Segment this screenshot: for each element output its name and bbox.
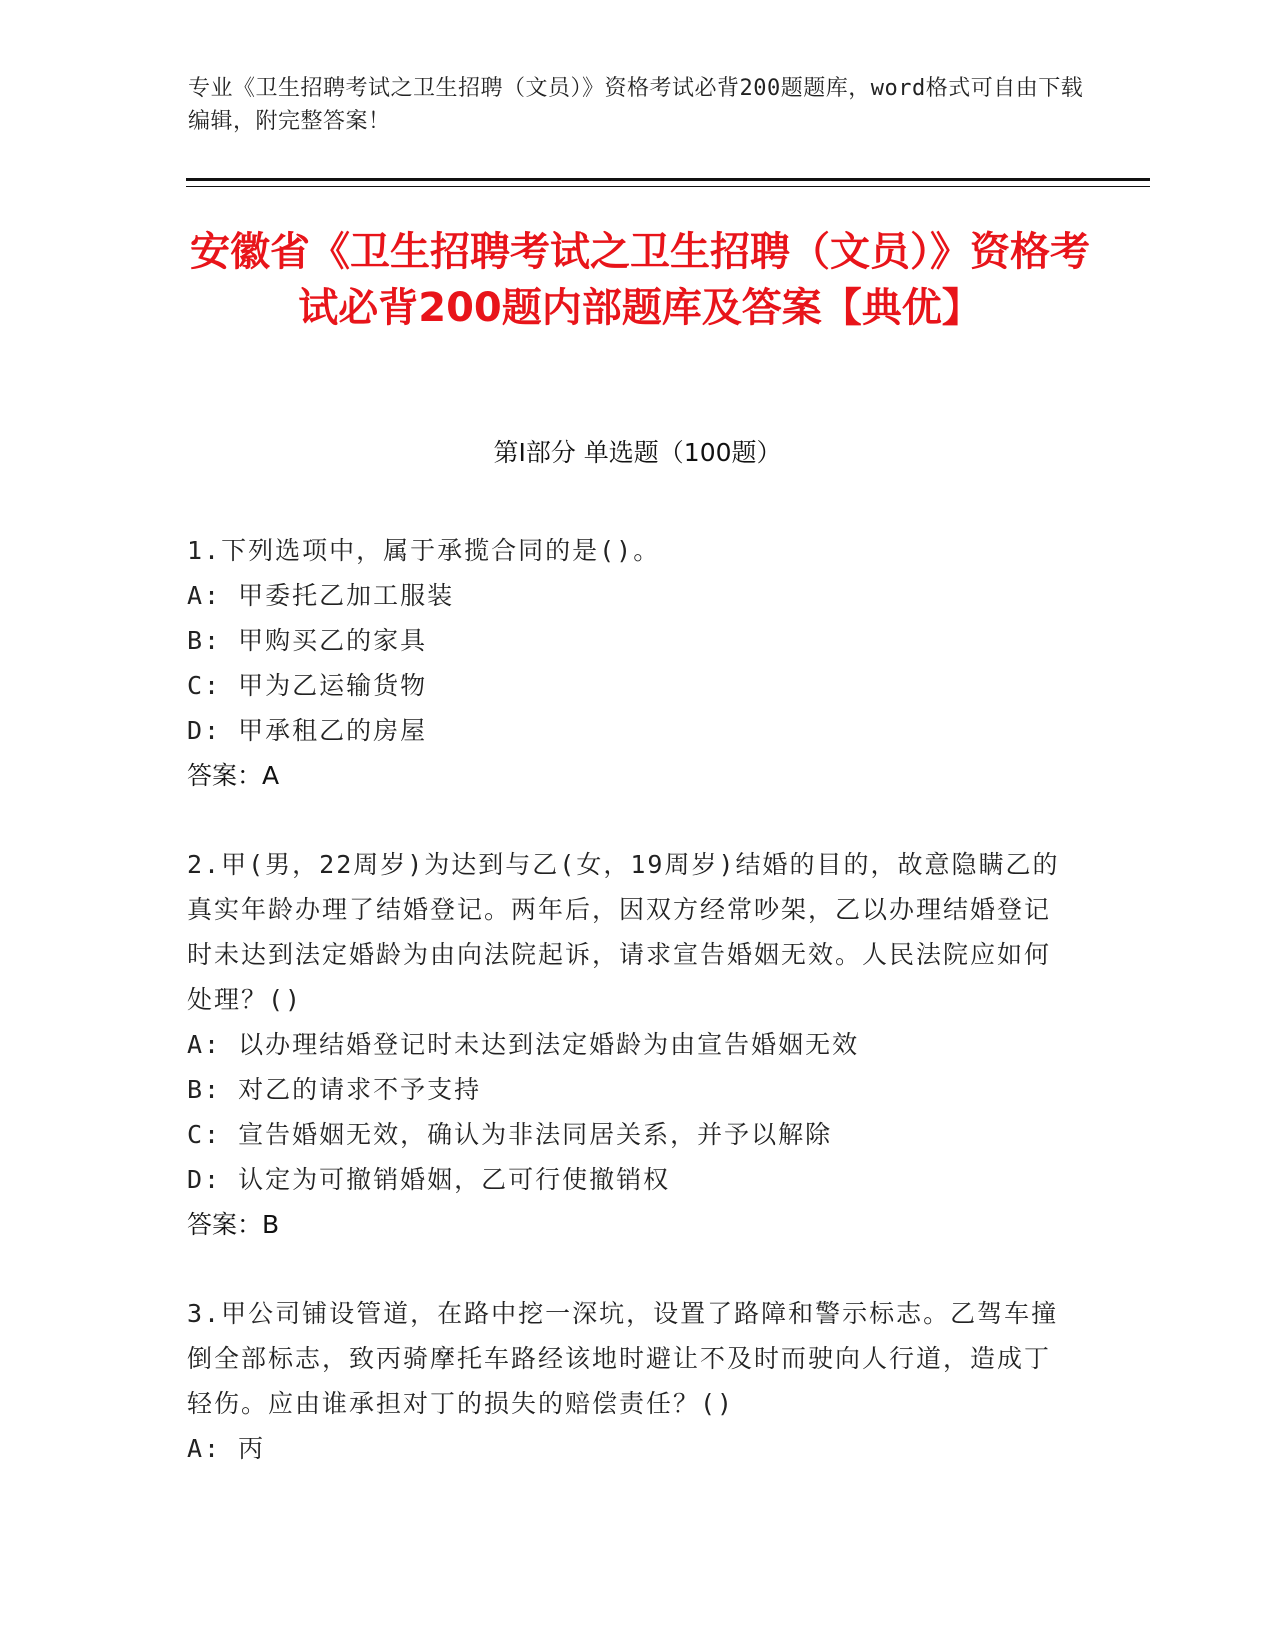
question-1 bbox=[187, 528, 1077, 798]
document-title: 安徽省《卫生招聘考试之卫生招聘（文员）》资格考试必背200题内部题库及答案【典优】 bbox=[190, 229, 1090, 331]
option-a: A: 以办理结婚登记时未达到法定婚龄为由宣告婚姻无效 bbox=[187, 1030, 860, 1059]
answer: 答案：A bbox=[187, 761, 280, 790]
option-c: C: 甲为乙运输货物 bbox=[187, 671, 428, 700]
option-b: B: 甲购买乙的家具 bbox=[187, 626, 428, 655]
question-2 bbox=[187, 842, 1077, 1247]
option-a: A: 丙 bbox=[187, 1434, 266, 1463]
option-d: D: 甲承租乙的房屋 bbox=[187, 716, 428, 745]
question-text: 3.甲公司铺设管道，在路中挖一深坑，设置了路障和警示标志。乙驾车撞倒全部标志，致丙骑摩托车路经该地时避让不及时而驶向人行道，造成丁轻伤。应由谁承担对丁的损失的赔偿责任？() bbox=[187, 1299, 1059, 1418]
answer: 答案：B bbox=[187, 1210, 280, 1239]
question-list bbox=[187, 528, 1077, 1515]
header-rule-thick bbox=[186, 178, 1150, 181]
option-c: C: 宣告婚姻无效，确认为非法同居关系，并予以解除 bbox=[187, 1120, 833, 1149]
header-note: 专业《卫生招聘考试之卫生招聘（文员）》资格考试必背200题题库，word格式可自由下载编辑，附完整答案！ bbox=[188, 76, 1084, 134]
option-d: D: 认定为可撤销婚姻，乙可行使撤销权 bbox=[187, 1165, 671, 1194]
option-b: B: 对乙的请求不予支持 bbox=[187, 1075, 482, 1104]
option-a: A: 甲委托乙加工服装 bbox=[187, 581, 455, 610]
question-3 bbox=[187, 1291, 1077, 1471]
section-title: 第Ⅰ部分 单选题（100题） bbox=[493, 438, 782, 467]
question-text: 1.下列选项中，属于承揽合同的是()。 bbox=[187, 536, 661, 565]
question-text: 2.甲(男，22周岁)为达到与乙(女，19周岁)结婚的目的，故意隐瞒乙的真实年龄办理了结婚登记。两年后，因双方经常吵架，乙以办理结婚登记时未达到法定婚龄为由向法院起诉，请求宣告婚姻无效。人民法院应如何处理？() bbox=[187, 850, 1060, 1014]
header-rule-thin bbox=[186, 186, 1150, 187]
